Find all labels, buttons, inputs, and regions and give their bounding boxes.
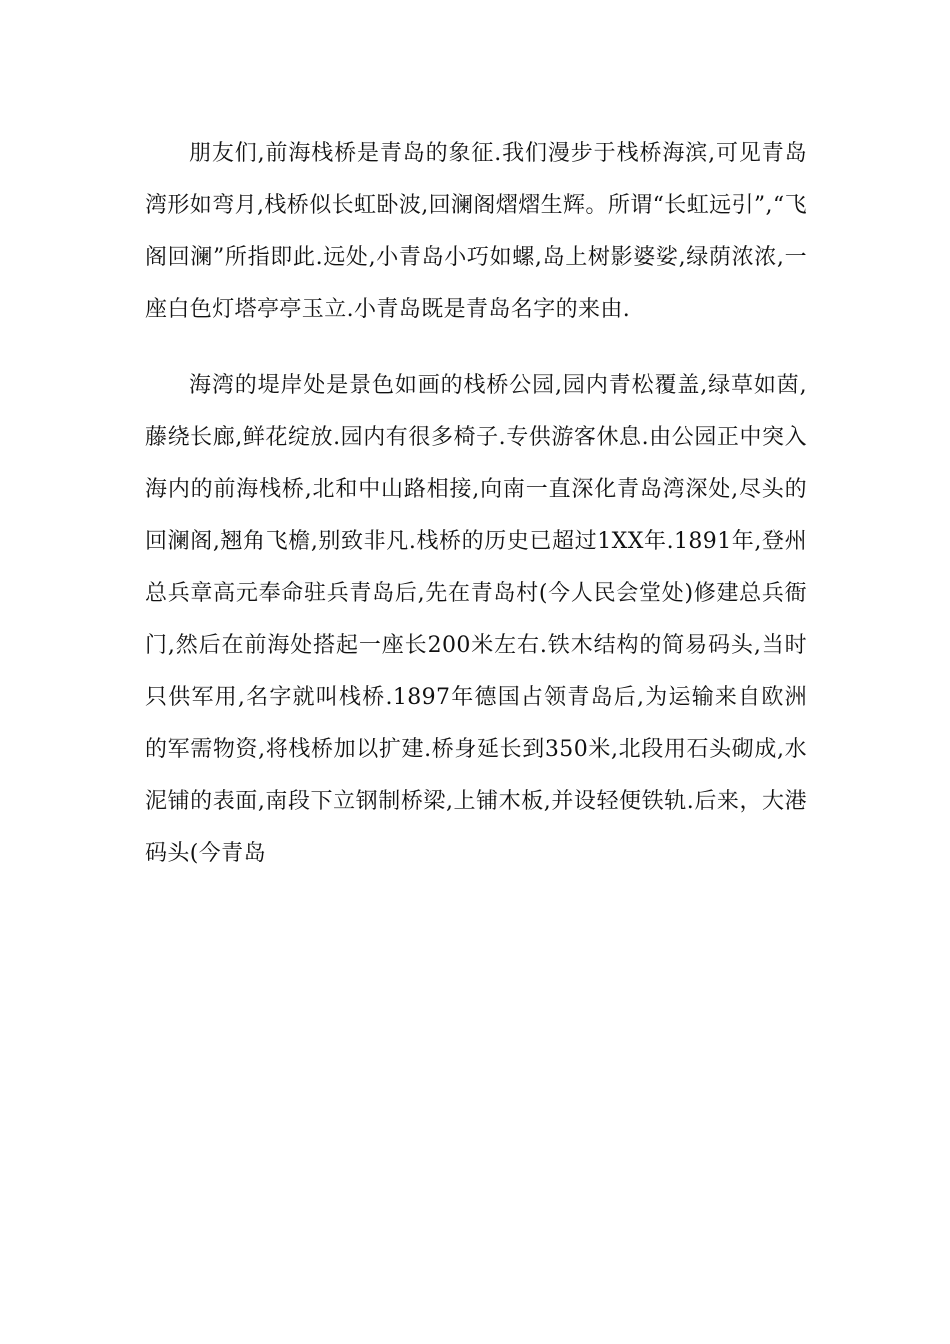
document-body <box>145 128 807 880</box>
paragraph-2: 海湾的堤岸处是景色如画的栈桥公园,园内青松覆盖,绿草如茵,藤绕长廊,鲜花绽放.园内有很多椅子.专供游客休息.由公园正中突入海内的前海栈桥,北和中山路相接,向南一直深化青岛湾深处,尽头的回澜阁,翘角飞檐,别致非凡.栈桥的历史已超过1XX年.1891年,登州总兵章高元奉命驻兵青岛后,先在青岛村(今人民会堂处)修建总兵衙门,然后在前海处搭起一座长200米左右.铁木结构的简易码头,当时只供军用,名字就叫栈桥.1897年德国占领青岛后,为运输来自欧洲的军需物资,将栈桥加以扩建.桥身延长到350米,北段用石头砌成,水泥铺的表面,南段下立钢制桥梁,上铺木板,并设轻便铁轨.后来，大港码头(今青岛 <box>145 373 807 866</box>
paragraph-1: 朋友们,前海栈桥是青岛的象征.我们漫步于栈桥海滨,可见青岛湾形如弯月,栈桥似长虹卧波,回澜阁熠熠生辉。所谓“长虹远引”,“飞阁回澜”所指即此.远处,小青岛小巧如螺,岛上树影婆娑,绿荫浓浓,一座白色灯塔亭亭玉立.小青岛既是青岛名字的来由. <box>145 141 807 322</box>
